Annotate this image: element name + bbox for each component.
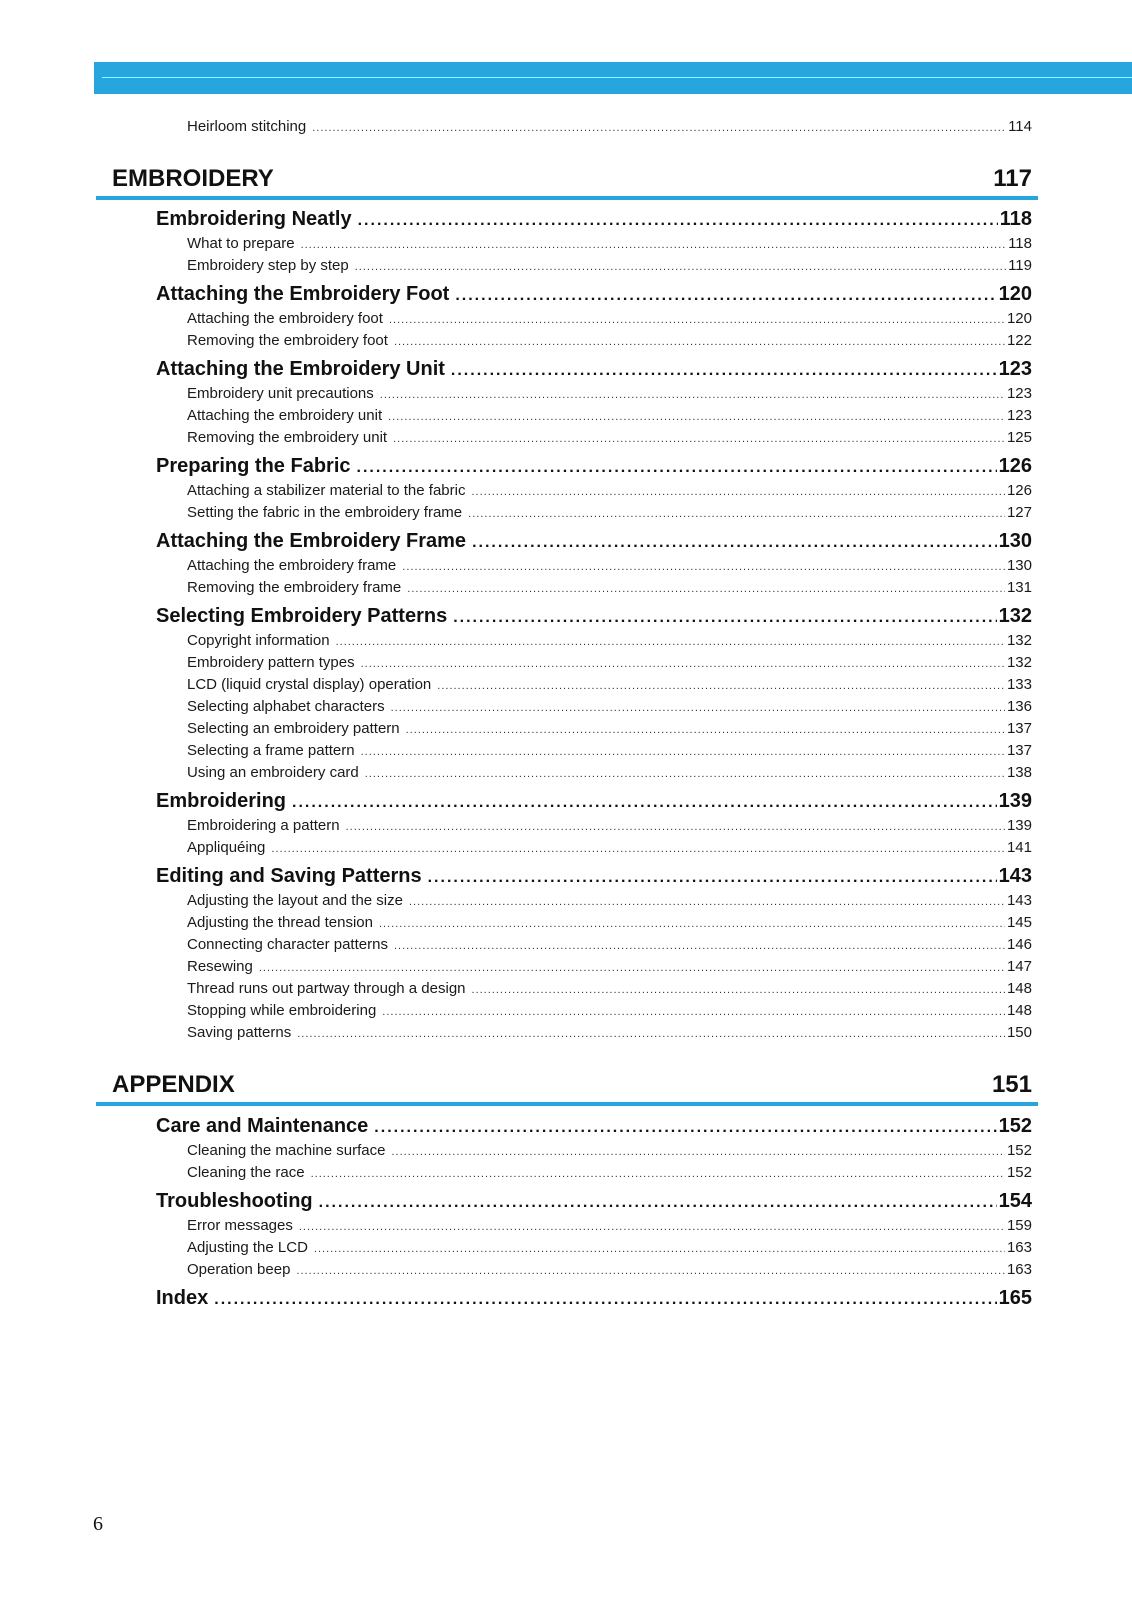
toc-entry-page: 126 — [1006, 482, 1032, 499]
dot-leader — [472, 984, 1005, 996]
toc-entry-title: Setting the fabric in the embroidery frame — [187, 504, 463, 521]
toc-entry[interactable] — [187, 579, 1032, 596]
toc-topic-page: 132 — [998, 605, 1032, 627]
toc-entry-title: Embroidery unit precautions — [187, 385, 374, 402]
toc-entry[interactable] — [187, 235, 1032, 252]
dot-leader — [453, 609, 996, 627]
toc-entry[interactable] — [187, 742, 1032, 759]
toc-entry-title: Copyright information — [187, 632, 330, 649]
toc-entry-title: Heirloom stitching — [187, 118, 307, 135]
toc-entry-page: 114 — [1008, 118, 1032, 135]
toc-entry-heirloom-stitching[interactable] — [187, 118, 1032, 135]
toc-entry-page: 139 — [1006, 817, 1032, 834]
dot-leader — [292, 794, 997, 812]
toc-entry-page: 145 — [1006, 914, 1032, 931]
dot-leader — [259, 962, 1005, 974]
toc-entry-page: 148 — [1006, 1002, 1032, 1019]
toc-entry[interactable] — [187, 958, 1032, 975]
dot-leader — [379, 918, 1005, 930]
toc-topic-title: Embroidering — [156, 790, 287, 812]
toc-entry[interactable] — [187, 817, 1032, 834]
toc-topic[interactable] — [156, 530, 1032, 553]
dot-leader — [336, 636, 1005, 648]
toc-entry-page: 152 — [1006, 1142, 1032, 1159]
section-rule — [96, 196, 1038, 200]
dot-leader — [382, 1006, 1005, 1018]
toc-entry-page: 143 — [1006, 892, 1032, 909]
toc-topic-title: Embroidering Neatly — [156, 208, 352, 230]
toc-entry-page: 163 — [1006, 1261, 1032, 1278]
toc-entry-title: Attaching a stabilizer material to the fabric — [187, 482, 466, 499]
toc-entry-title: Resewing — [187, 958, 253, 975]
toc-entry-title: Attaching the embroidery foot — [187, 310, 383, 327]
dot-leader — [319, 1194, 997, 1212]
toc-topic[interactable] — [156, 605, 1032, 628]
toc-entry[interactable] — [187, 332, 1032, 349]
toc-entry[interactable] — [187, 892, 1032, 909]
toc-entry-page: 127 — [1006, 504, 1032, 521]
dot-leader — [346, 821, 1005, 833]
dot-leader — [301, 239, 1007, 251]
toc-topic[interactable] — [156, 1287, 1032, 1310]
toc-topic-title: Index — [156, 1287, 209, 1309]
toc-entry-page: 137 — [1006, 742, 1032, 759]
toc-entry-title: Selecting a frame pattern — [187, 742, 355, 759]
toc-entry-page: 136 — [1006, 698, 1032, 715]
toc-entry[interactable] — [187, 676, 1032, 693]
toc-entry[interactable] — [187, 407, 1032, 424]
dot-leader — [365, 768, 1005, 780]
dot-leader — [437, 680, 1005, 692]
section-rule — [96, 1102, 1038, 1106]
toc-entry[interactable] — [187, 310, 1032, 327]
toc-entry-page: 118 — [1008, 235, 1032, 252]
dot-leader — [388, 411, 1005, 423]
toc-entry[interactable] — [187, 764, 1032, 781]
toc-topic-page: 152 — [998, 1115, 1032, 1137]
toc-entry-title: Adjusting the thread tension — [187, 914, 373, 931]
toc-entry[interactable] — [187, 429, 1032, 446]
dot-leader — [451, 362, 997, 380]
toc-entry-page: 148 — [1006, 980, 1032, 997]
dot-leader — [471, 486, 1005, 498]
toc-entry-title: Adjusting the LCD — [187, 1239, 308, 1256]
toc-entry-page: 123 — [1006, 385, 1032, 402]
toc-topic-page: 118 — [999, 208, 1032, 230]
toc-entry-title: Cleaning the race — [187, 1164, 305, 1181]
toc-topic[interactable] — [156, 790, 1032, 813]
toc-topic[interactable] — [156, 358, 1032, 381]
dot-leader — [468, 508, 1005, 520]
dot-leader — [394, 336, 1005, 348]
toc-topic-title: Editing and Saving Patterns — [156, 865, 422, 887]
toc-entry[interactable] — [187, 1261, 1032, 1278]
dot-leader — [391, 1146, 1005, 1158]
toc-entry-title: Saving patterns — [187, 1024, 292, 1041]
toc-entry-page: 119 — [1008, 257, 1032, 274]
toc-entry-page: 159 — [1006, 1217, 1032, 1234]
toc-entry-page: 137 — [1006, 720, 1032, 737]
toc-topic-title: Troubleshooting — [156, 1190, 313, 1212]
toc-entry-page: 138 — [1006, 764, 1032, 781]
toc-entry-page: 131 — [1006, 579, 1032, 596]
toc-topic[interactable] — [156, 455, 1032, 478]
toc-entry-title: Appliquéing — [187, 839, 266, 856]
toc-entry[interactable] — [187, 1239, 1032, 1256]
dot-leader — [357, 459, 997, 477]
toc-entry[interactable] — [187, 385, 1032, 402]
dot-leader — [472, 534, 997, 552]
toc-topic-title: Preparing the Fabric — [156, 455, 351, 477]
dot-leader — [391, 702, 1005, 714]
section-title: EMBROIDERY — [112, 165, 274, 192]
header-band — [94, 62, 1132, 94]
toc-entry[interactable] — [187, 1164, 1032, 1181]
toc-entry-title: LCD (liquid crystal display) operation — [187, 676, 432, 693]
toc-entry[interactable] — [187, 632, 1032, 649]
toc-entry[interactable] — [187, 839, 1032, 856]
toc-entry-title: Removing the embroidery unit — [187, 429, 388, 446]
toc-entry-title: Removing the embroidery frame — [187, 579, 402, 596]
toc-topic-page: 143 — [998, 865, 1032, 887]
toc-entry-title: Embroidery step by step — [187, 257, 349, 274]
toc-entry-page: 150 — [1006, 1024, 1032, 1041]
dot-leader — [455, 287, 996, 305]
dot-leader — [374, 1119, 996, 1137]
dot-leader — [407, 583, 1005, 595]
toc-entry-page: 146 — [1006, 936, 1032, 953]
section-page: 151 — [991, 1071, 1032, 1098]
toc-topic[interactable] — [156, 208, 1032, 231]
toc-topic-page: 120 — [998, 283, 1032, 305]
toc-entry-title: Using an embroidery card — [187, 764, 359, 781]
dot-leader — [394, 940, 1005, 952]
dot-leader — [393, 433, 1005, 445]
toc-entry-title: Stopping while embroidering — [187, 1002, 377, 1019]
dot-leader — [311, 1168, 1005, 1180]
toc-entry-title: Selecting an embroidery pattern — [187, 720, 400, 737]
toc-topic-page: 130 — [998, 530, 1032, 552]
dot-leader — [409, 896, 1005, 908]
toc-topic[interactable] — [156, 1115, 1032, 1138]
dot-leader — [355, 261, 1006, 273]
toc-entry-page: 152 — [1006, 1164, 1032, 1181]
toc-entry[interactable] — [187, 257, 1032, 274]
toc-entry[interactable] — [187, 504, 1032, 521]
dot-leader — [297, 1028, 1005, 1040]
toc-topic[interactable] — [156, 283, 1032, 306]
header-band-rule — [102, 77, 1132, 78]
dot-leader — [271, 843, 1005, 855]
toc-entry-title: Error messages — [187, 1217, 293, 1234]
page-number: 6 — [93, 1513, 103, 1535]
toc-topic-title: Attaching the Embroidery Unit — [156, 358, 445, 380]
dot-leader — [402, 561, 1005, 573]
toc-entry[interactable] — [187, 654, 1032, 671]
toc-topic-page: 165 — [998, 1287, 1032, 1309]
toc-entry-page: 120 — [1006, 310, 1032, 327]
dot-leader — [214, 1291, 996, 1309]
toc-topic[interactable] — [156, 865, 1032, 888]
toc-entry-page: 125 — [1006, 429, 1032, 446]
toc-entry-title: Operation beep — [187, 1261, 291, 1278]
toc-topic-title: Attaching the Embroidery Foot — [156, 283, 450, 305]
toc-entry-title: Embroidering a pattern — [187, 817, 340, 834]
toc-topic-title: Care and Maintenance — [156, 1115, 369, 1137]
dot-leader — [361, 658, 1005, 670]
toc-entry[interactable] — [187, 980, 1032, 997]
dot-leader — [428, 869, 997, 887]
dot-leader — [406, 724, 1005, 736]
toc-topic[interactable] — [156, 1190, 1032, 1213]
toc-entry-title: Adjusting the layout and the size — [187, 892, 403, 909]
section-title: APPENDIX — [112, 1071, 235, 1098]
toc-entry-page: 132 — [1006, 654, 1032, 671]
toc-entry[interactable] — [187, 914, 1032, 931]
toc-topic-title: Selecting Embroidery Patterns — [156, 605, 448, 627]
toc-entry[interactable] — [187, 698, 1032, 715]
toc-topic-page: 154 — [998, 1190, 1032, 1212]
toc-entry-page: 163 — [1006, 1239, 1032, 1256]
toc-entry[interactable] — [187, 1024, 1032, 1041]
toc-topic-page: 139 — [998, 790, 1032, 812]
toc-entry-page: 147 — [1006, 958, 1032, 975]
toc-entry-title: Attaching the embroidery unit — [187, 407, 383, 424]
dot-leader — [314, 1243, 1005, 1255]
toc-entry-page: 141 — [1006, 839, 1032, 856]
toc-entry-page: 133 — [1006, 676, 1032, 693]
toc-entry-title: Removing the embroidery foot — [187, 332, 388, 349]
toc-topic-page: 123 — [998, 358, 1032, 380]
toc-topic-title: Attaching the Embroidery Frame — [156, 530, 467, 552]
section-heading-appendix[interactable] — [112, 1071, 1032, 1099]
toc-entry[interactable] — [187, 557, 1032, 574]
section-heading-embroidery[interactable] — [112, 165, 1032, 193]
toc-entry-page: 130 — [1006, 557, 1032, 574]
toc-topic-page: 126 — [998, 455, 1032, 477]
toc-entry[interactable] — [187, 936, 1032, 953]
section-page: 117 — [993, 165, 1032, 192]
toc-entry[interactable] — [187, 1002, 1032, 1019]
dot-leader — [361, 746, 1005, 758]
toc-entry[interactable] — [187, 720, 1032, 737]
dot-leader — [380, 389, 1005, 401]
toc-entry-title: Connecting character patterns — [187, 936, 388, 953]
toc-entry-title: Thread runs out partway through a design — [187, 980, 466, 997]
toc-entry[interactable] — [187, 1217, 1032, 1234]
toc-entry-page: 122 — [1006, 332, 1032, 349]
dot-leader — [296, 1265, 1005, 1277]
toc-entry-title: Cleaning the machine surface — [187, 1142, 386, 1159]
dot-leader — [389, 314, 1005, 326]
toc-entry[interactable] — [187, 482, 1032, 499]
dot-leader — [358, 212, 998, 230]
toc-entry-title: Selecting alphabet characters — [187, 698, 385, 715]
toc-entry-title: What to prepare — [187, 235, 295, 252]
dot-leader — [299, 1221, 1005, 1233]
toc-entry[interactable] — [187, 1142, 1032, 1159]
dot-leader — [312, 122, 1006, 134]
toc-entry-page: 123 — [1006, 407, 1032, 424]
toc-entry-title: Attaching the embroidery frame — [187, 557, 397, 574]
toc-entry-page: 132 — [1006, 632, 1032, 649]
toc-entry-title: Embroidery pattern types — [187, 654, 355, 671]
